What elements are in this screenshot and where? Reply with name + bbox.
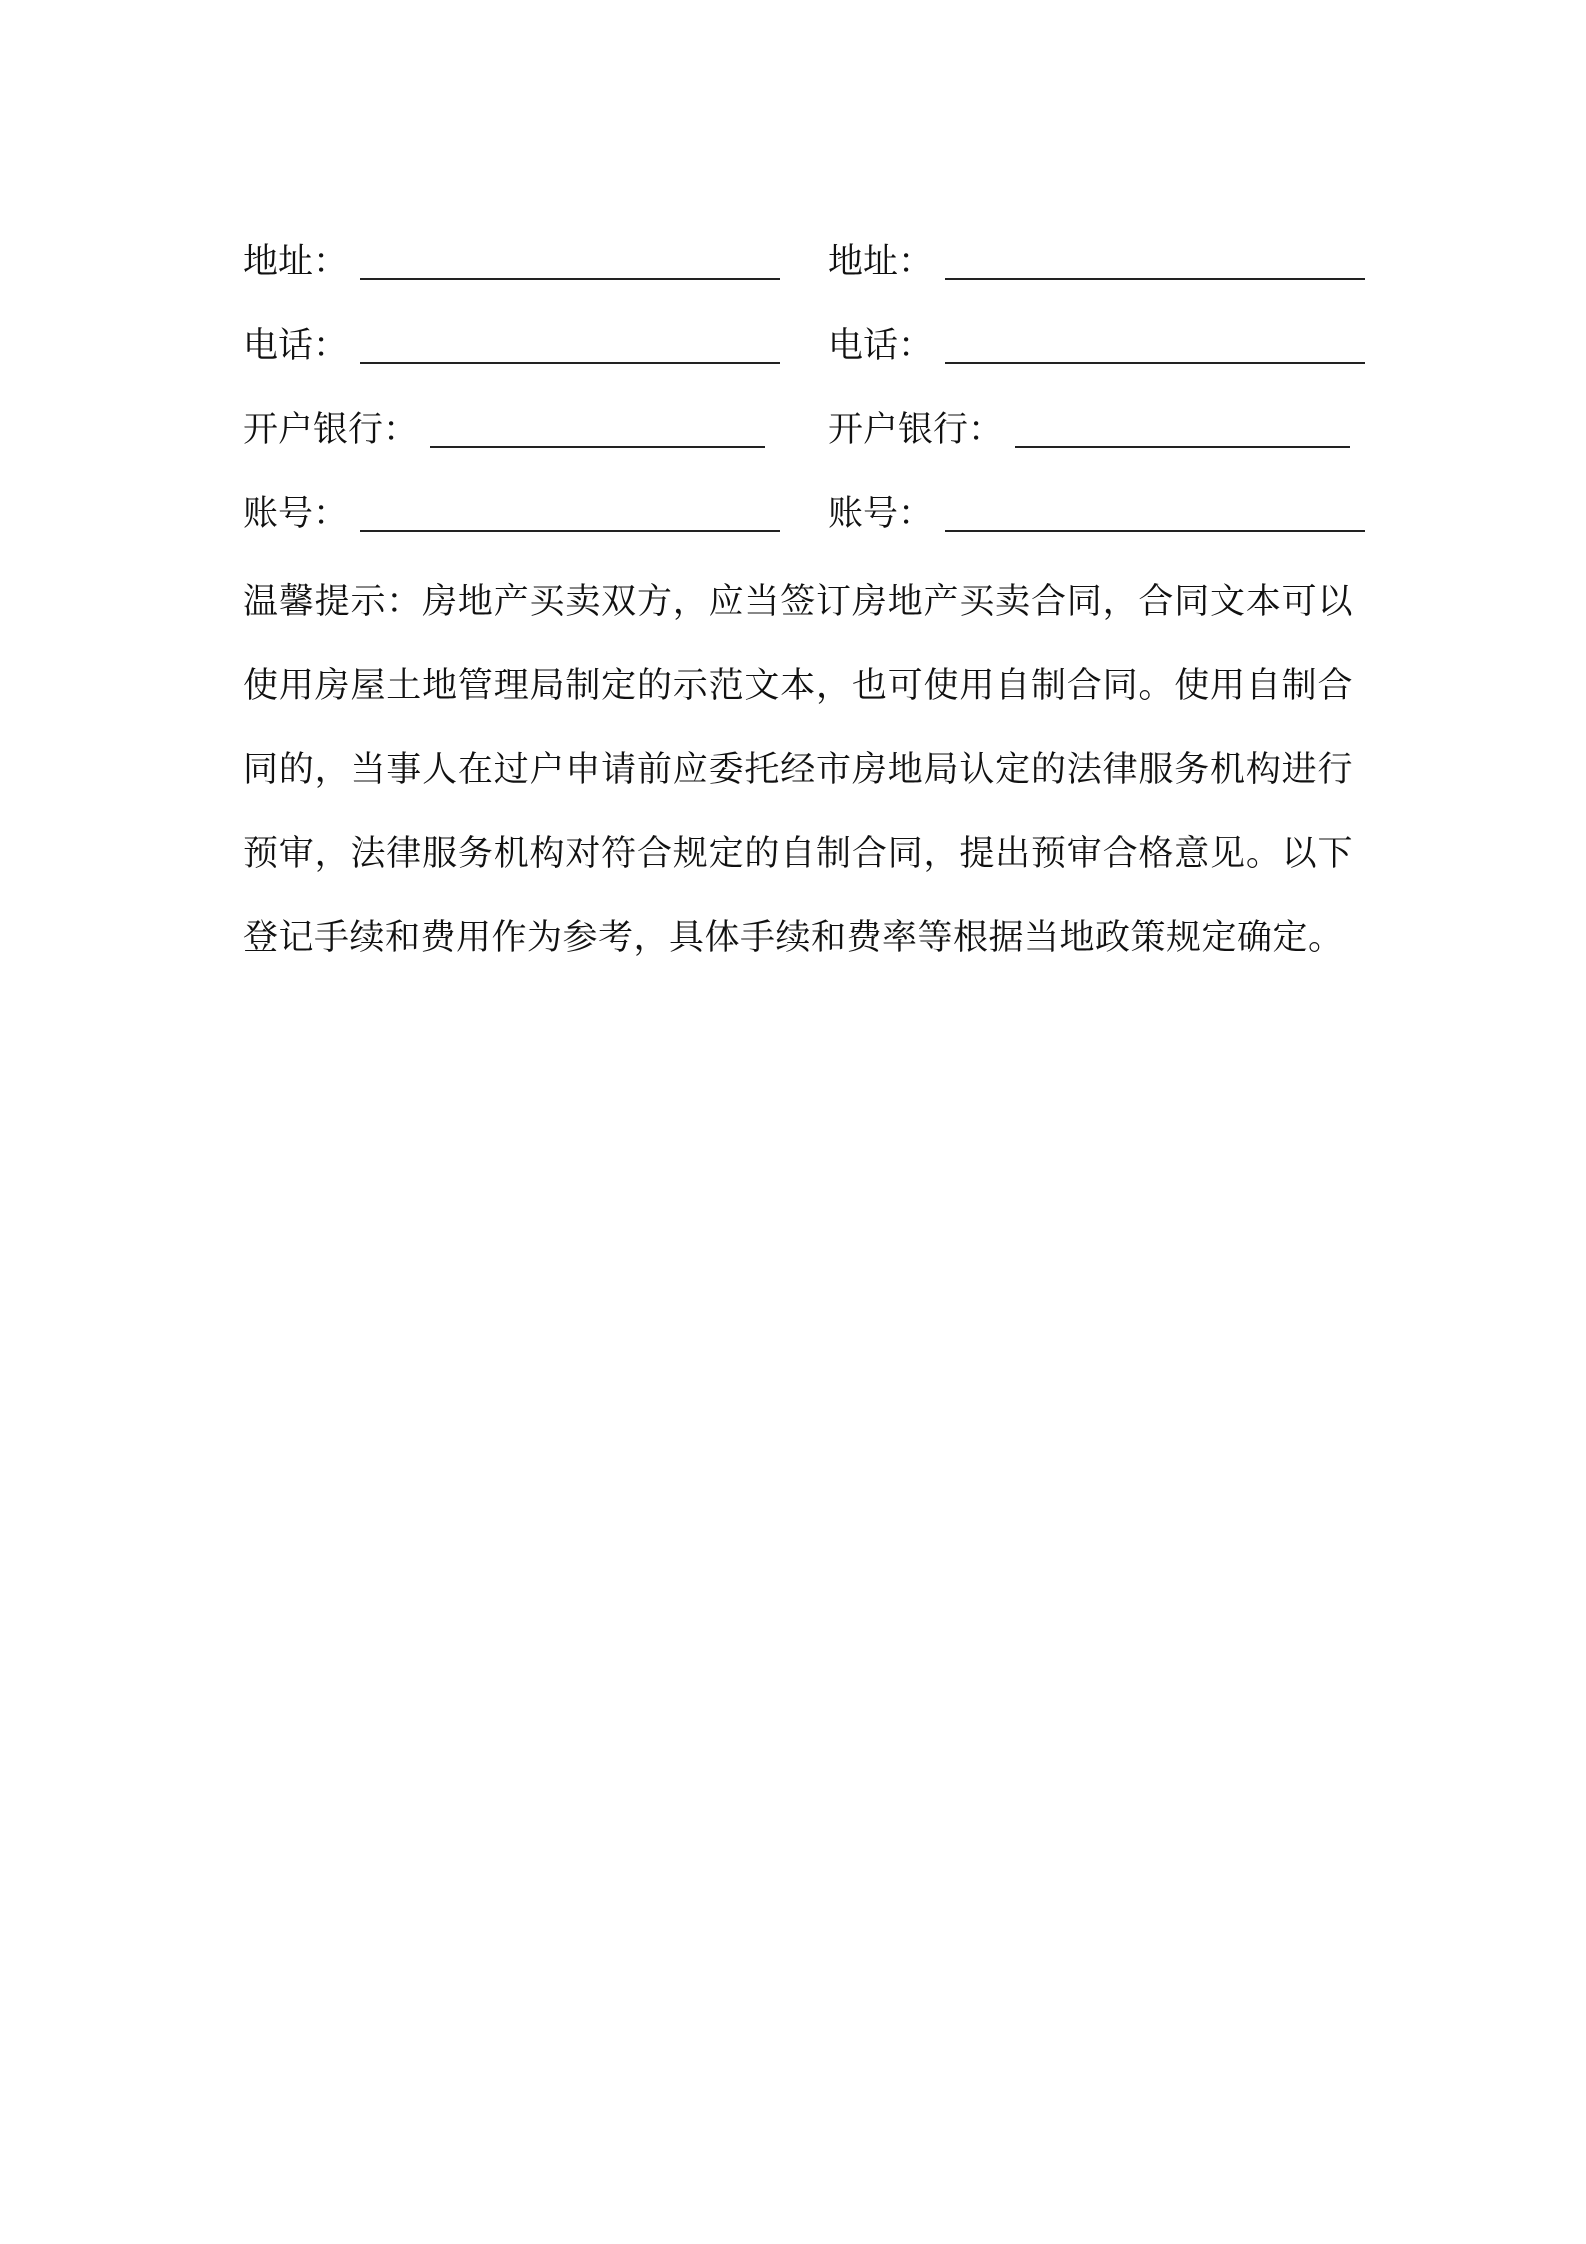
bank-label: 开户银行： — [243, 410, 419, 450]
party-b-bank-blank[interactable] — [1015, 410, 1350, 448]
party-b-phone-field — [828, 324, 1353, 368]
party-b-account-blank[interactable] — [945, 494, 1365, 532]
party-a-bank-field — [243, 408, 828, 452]
bank-label: 开户银行： — [828, 410, 1004, 450]
party-a-bank-blank[interactable] — [430, 410, 765, 448]
address-label: 地址： — [828, 242, 934, 282]
bank-row — [243, 368, 1353, 452]
party-a-address-field — [243, 240, 828, 284]
party-b-bank-field — [828, 408, 1353, 452]
party-b-address-blank[interactable] — [945, 242, 1365, 280]
address-row — [243, 200, 1353, 284]
notice-paragraph: 温馨提示：房地产买卖双方，应当签订房地产买卖合同，合同文本可以使用房屋土地管理局制定的示范文本，也可使用自制合同。使用自制合同的，当事人在过户申请前应委托经市房地局认定的法律服务机构进行预审，法律服务机构对符合规定的自制合同，提出预审合格意见。以下登记手续和费用作为参考，具体手续和费率等根据当地政策规定确定。 — [243, 582, 1353, 958]
party-b-account-field — [828, 492, 1353, 536]
party-a-phone-blank[interactable] — [360, 326, 780, 364]
account-label: 账号： — [243, 494, 349, 534]
phone-label: 电话： — [828, 326, 934, 366]
party-a-phone-field — [243, 324, 828, 368]
party-a-account-blank[interactable] — [360, 494, 780, 532]
phone-row — [243, 284, 1353, 368]
address-label: 地址： — [243, 242, 349, 282]
account-row — [243, 452, 1353, 536]
account-label: 账号： — [828, 494, 934, 534]
party-a-account-field — [243, 492, 828, 536]
party-b-address-field — [828, 240, 1353, 284]
phone-label: 电话： — [243, 326, 349, 366]
party-info-grid — [243, 200, 1353, 536]
party-a-address-blank[interactable] — [360, 242, 780, 280]
party-b-phone-blank[interactable] — [945, 326, 1365, 364]
